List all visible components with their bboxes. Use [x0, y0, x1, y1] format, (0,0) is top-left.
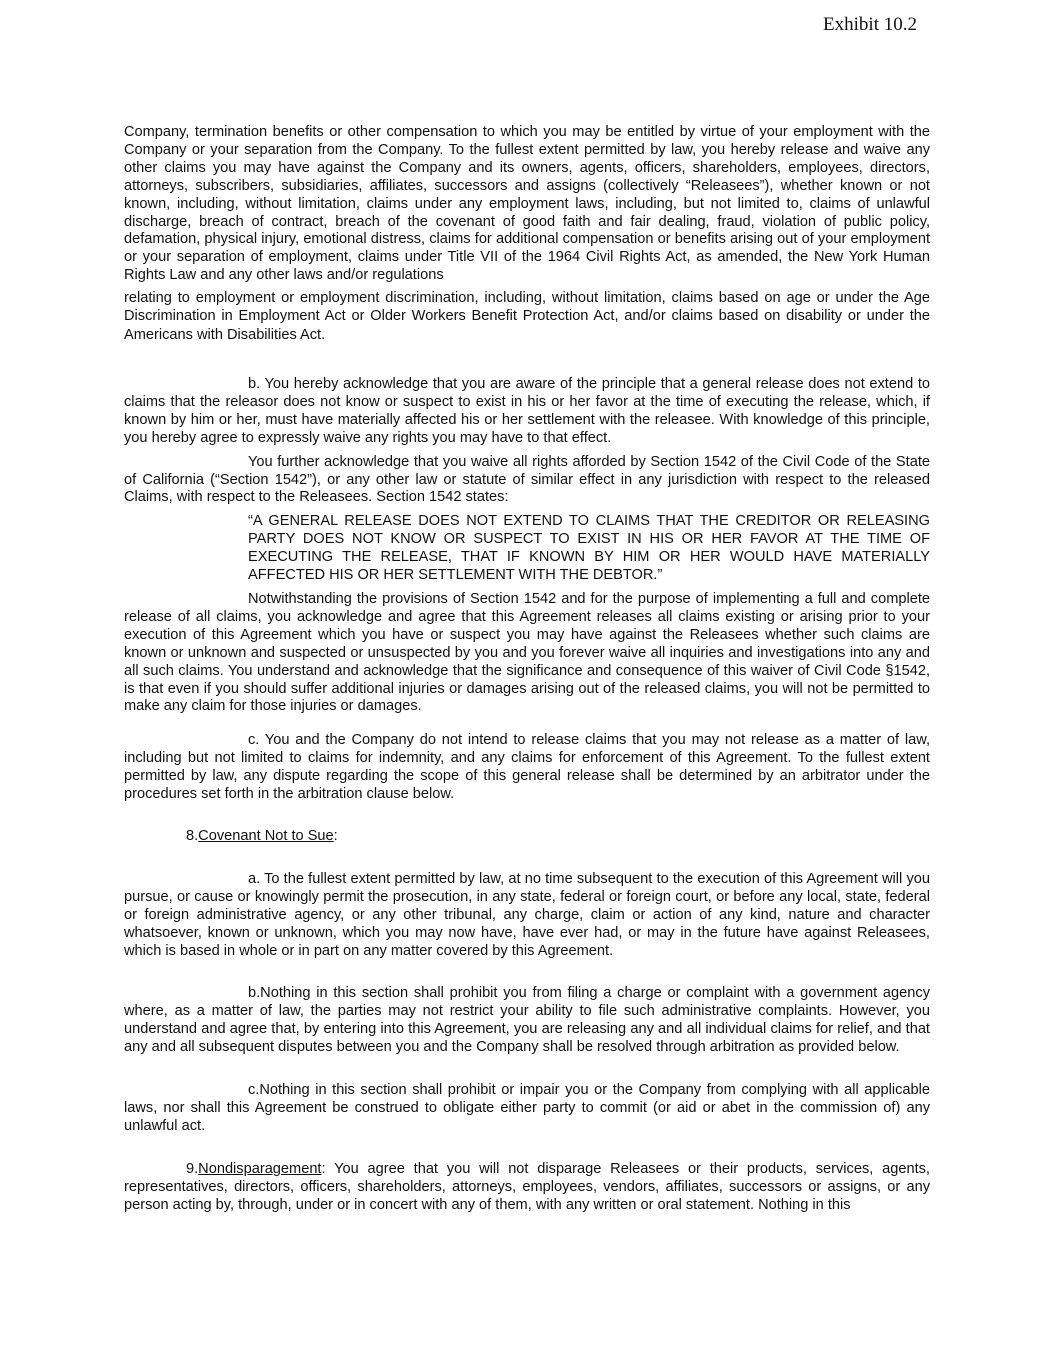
- release-intro-text-1: Company, termination benefits or other compensation to which you may be entitled by virtue of your employment with the Company or your separation from the Company. To the fullest extent permitted by law, you hereby release and waive any other claims you may have against the Company and its owners, agents, officers, shareholders, employees, directors, attorneys, subscribers, subsidiaries, affiliates, successors and assigns (collectively “Releasees”), whether known or not known, including, without limitation, claims under any employment laws, including, but not limited to, claims of unlawful discharge, breach of contract, breach of the covenant of good faith and fair dealing, fraud, violation of public policy, defamation, physical injury, emotional distress, claims for additional compensation or benefits arising out of your employment or your separation of employment, claims under Title VII of the 1964 Civil Rights Act, as amended, the New York Human Rights Law and any other laws and/or regulations: [124, 124, 930, 284]
- release-intro-paragraph: [124, 124, 930, 344]
- section-1542-paragraph: You further acknowledge that you waive all rights afforded by Section 1542 of the Civil Code of the State of California (“Section 1542”), or any other law or statute of similar effect in any jurisdiction with respect to the released Claims, with respect to the Releasees. Section 1542 states:: [124, 453, 930, 506]
- exhibit-label: Exhibit 10.2: [823, 14, 917, 35]
- section-8-suffix: :: [333, 827, 338, 844]
- section-1542-quote: “A GENERAL RELEASE DOES NOT EXTEND TO CLAIMS THAT THE CREDITOR OR RELEASING PARTY DOES NOT KNOW OR SUSPECT TO EXIST IN HIS OR HER FAVOR AT THE TIME OF EXECUTING THE RELEASE, THAT IF KNOWN BY HIM OR HER WOULD HAVE MATERIALLY AFFECTED HIS OR HER SETTLEMENT WITH THE DEBTOR.”: [248, 513, 930, 584]
- section-9-number: 9.: [186, 1160, 199, 1177]
- covenant-paragraph-a: a. To the fullest extent permitted by law, at no time subsequent to the execution of this Agreement will you pursue, or cause or knowingly permit the prosecution, in any state, federal or foreign court, or before any local, state, federal or foreign administrative agency, or any other tribunal, any charge, claim or action of any kind, nature and character whatsoever, known or unknown, which you may now have, have ever had, or may in the future have against Releasees, which is based in whole or in part on any matter covered by this Agreement.: [124, 870, 930, 959]
- section-8-title: Covenant Not to Sue: [198, 827, 334, 844]
- release-intro-text-2: relating to employment or employment discrimination, including, without limitation, claims based on age or under the Age Discrimination in Employment Act or Older Workers Benefit Protection Act, and/or claims based on disability or under the Americans with Disabilities Act.: [124, 290, 930, 343]
- unknown-claims-paragraph: b. You hereby acknowledge that you are aware of the principle that a general release does not extend to claims that the releasor does not know or suspect to exist in his or her favor at the time of executing the release, which, if known by him or her, must have materially affected his or her settlement with the releasee. With knowledge of this principle, you hereby agree to expressly waive any rights you may have to that effect.: [124, 376, 930, 446]
- section-9-text: : You agree that you will not disparage Releasees or their products, services, agents, representatives, directors, officers, shareholders, attorneys, employees, vendors, affiliates, successors or assigns, or any person acting by, through, under or in concert with any of them, with any written or oral statement. Nothing in this: [124, 1160, 930, 1213]
- section-8-number: 8.: [186, 827, 199, 844]
- section-8-heading: [124, 828, 930, 846]
- document-body: [124, 124, 930, 1214]
- covenant-paragraph-b: b.Nothing in this section shall prohibit you from filing a charge or complaint with a government agency where, as a matter of law, the parties may not restrict your ability to file such administrative complaints. However, you understand and agree that, by entering into this Agreement, you are releasing any and all individual claims for relief, and that any and all subsequent disputes between you and the Company shall be resolved through arbitration as provided below.: [124, 985, 930, 1056]
- covenant-paragraph-c: c.Nothing in this section shall prohibit or impair you or the Company from complying with all applicable laws, nor shall this Agreement be construed to obligate either party to commit (or aid or abet in the commission of) any unlawful act.: [124, 1082, 930, 1134]
- notwithstanding-paragraph: Notwithstanding the provisions of Section 1542 and for the purpose of implementing a full and complete release of all claims, you acknowledge and agree that this Agreement releases all claims existing or arising prior to your execution of this Agreement which you have or suspect you may have against the Releasees whether such claims are known or unknown and suspected or unsuspected by you and you forever waive all inquiries and investigations into any and all such claims. You understand and acknowledge that the significance and consequence of this waiver of Civil Code §1542, is that even if you should suffer additional injuries or damages arising out of the released claims, you will not be permitted to make any claim for those injuries or damages.: [124, 591, 930, 715]
- release-exclusions-paragraph: c. You and the Company do not intend to release claims that you may not release as a matter of law, including but not limited to claims for indemnity, and any claims for enforcement of this Agreement. To the fullest extent permitted by law, any dispute regarding the scope of this general release shall be determined by an arbitrator under the procedures set forth in the arbitration clause below.: [124, 732, 930, 803]
- section-9-title: Nondisparagement: [198, 1160, 322, 1177]
- nondisparagement-paragraph: [124, 1161, 930, 1215]
